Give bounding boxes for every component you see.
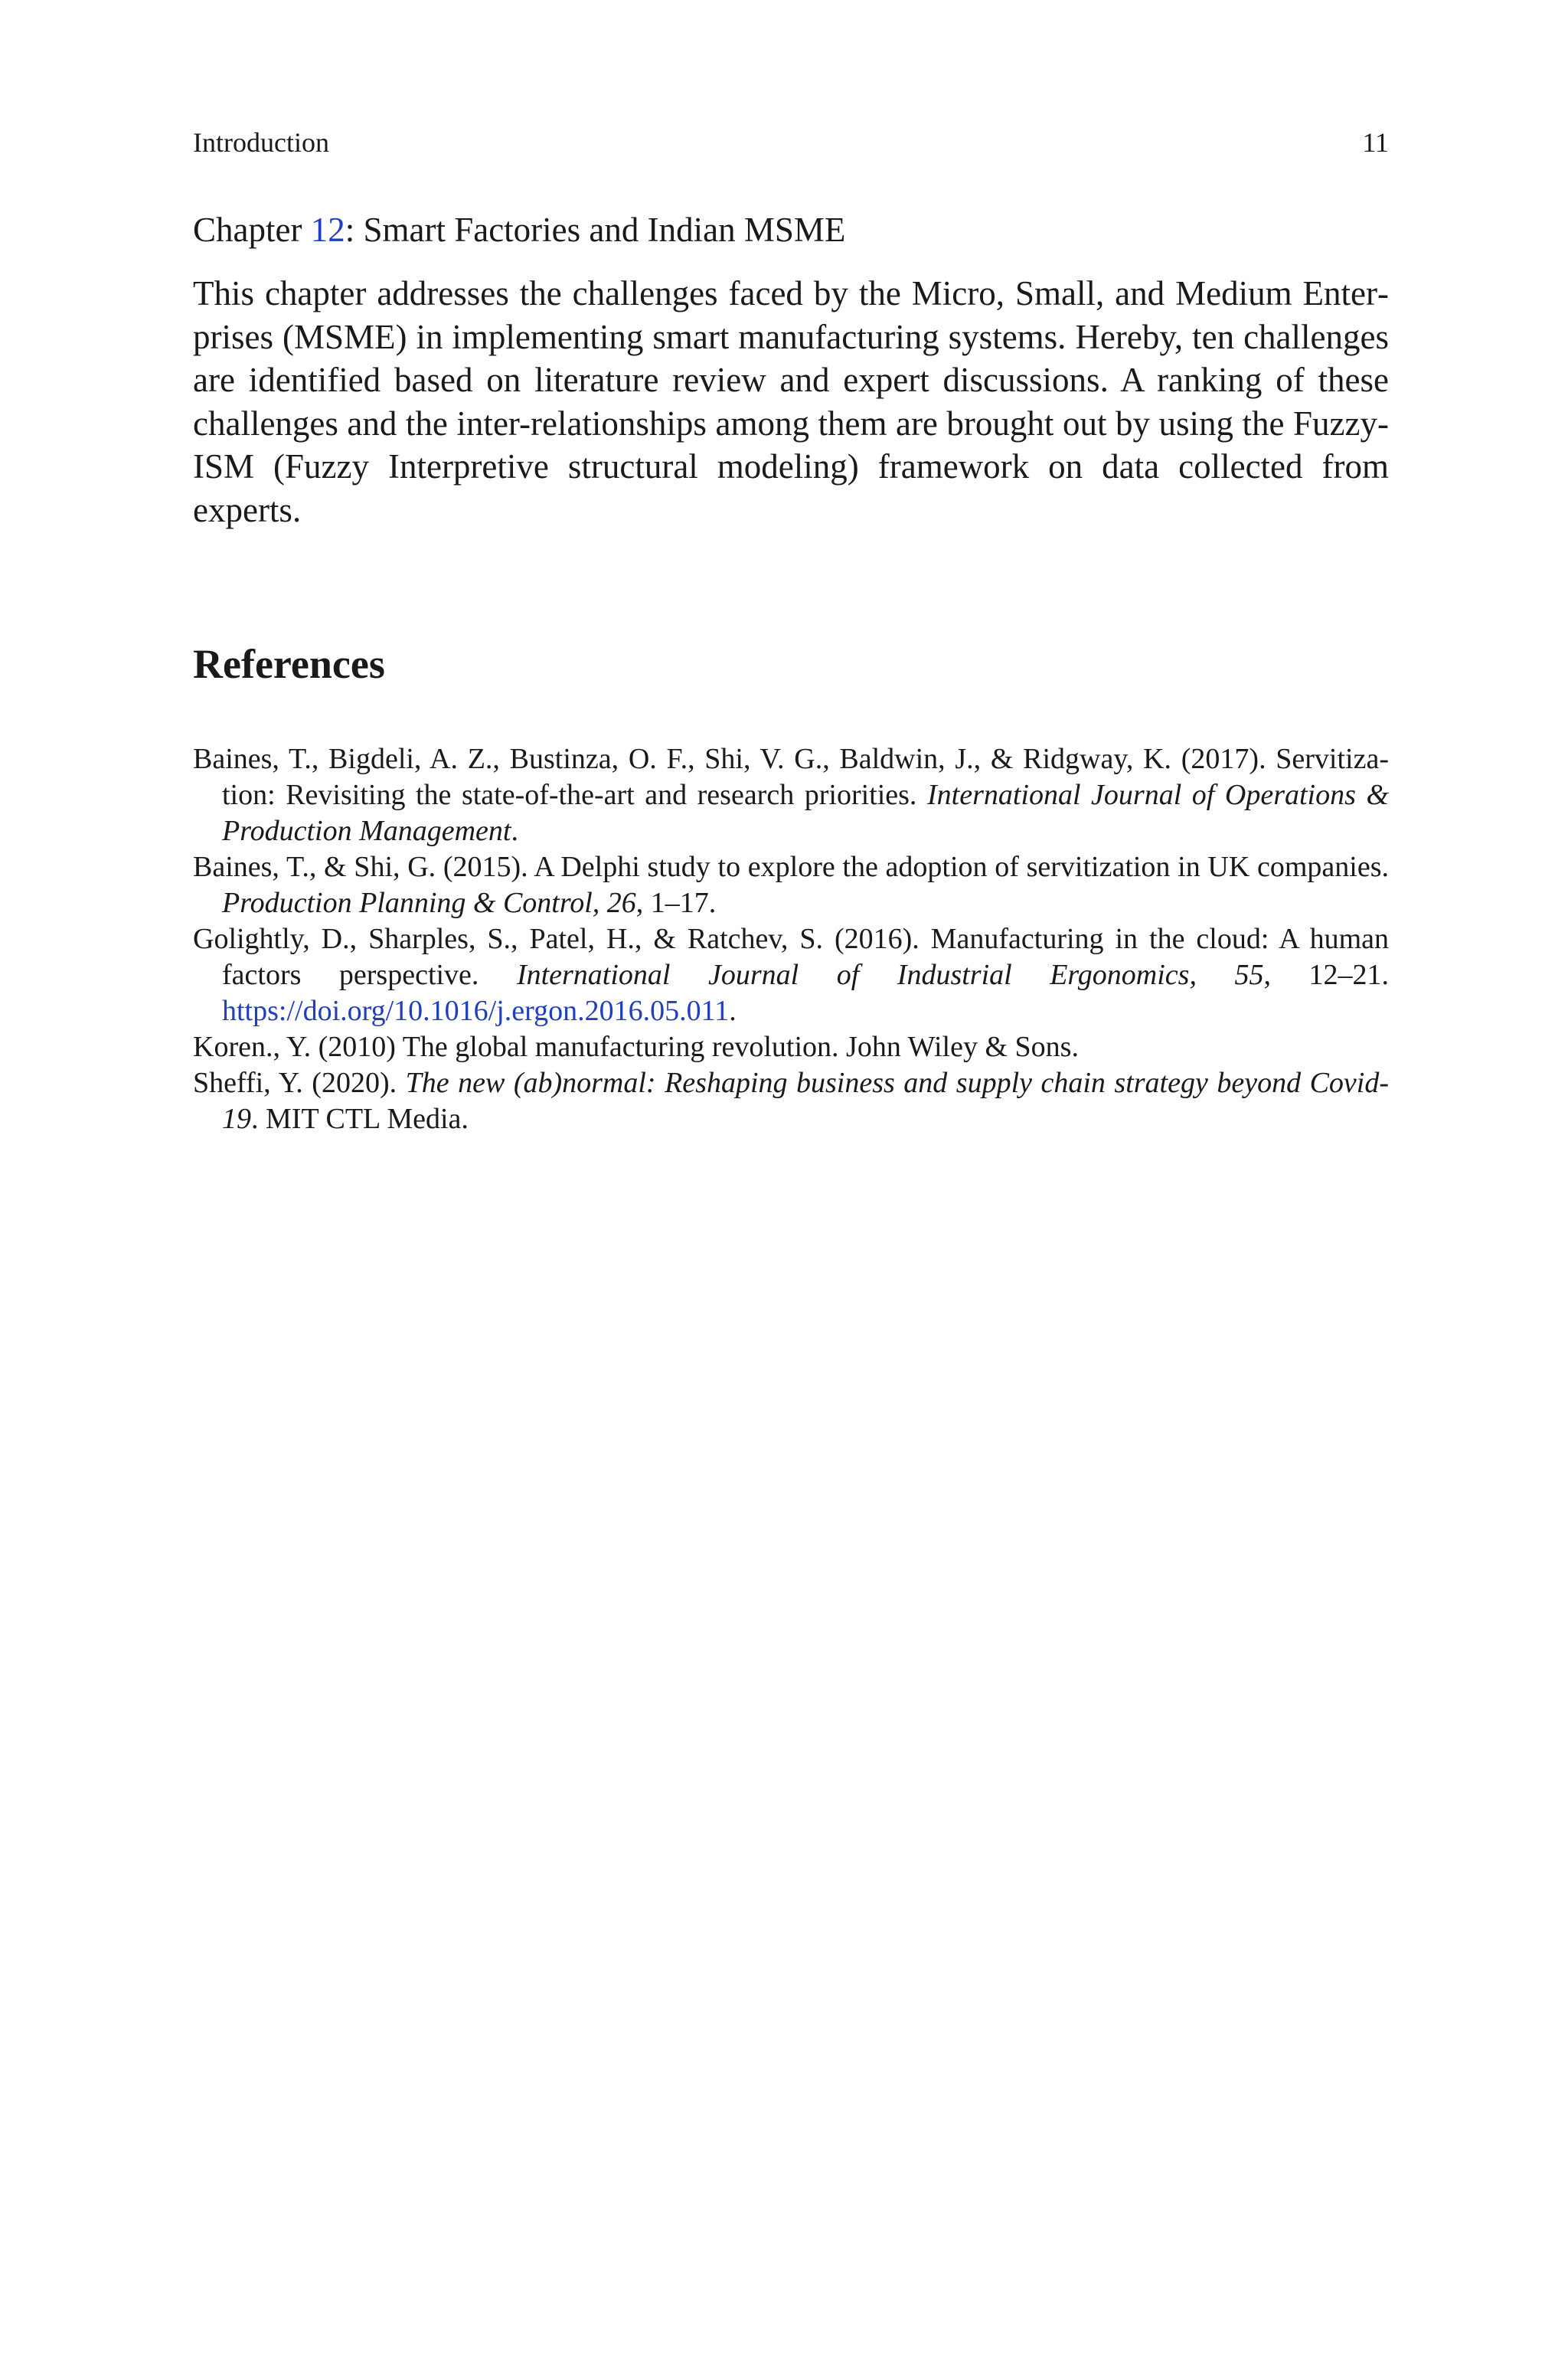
reference-after-link: . xyxy=(729,995,737,1027)
running-head-section: Introduction xyxy=(193,127,329,158)
reference-tail: , 1–17. xyxy=(635,887,717,919)
chapter-number-link[interactable]: 12 xyxy=(310,211,345,249)
reference-source: The new (ab)normal: Reshaping business and supply chain strategy beyond Covid-19 xyxy=(222,1067,1390,1135)
reference-doi-link[interactable]: https://doi.org/10.1016/j.ergon.2016.05.011 xyxy=(222,995,730,1027)
chapter-summary-paragraph: This chapter addresses the challenges faced by the Micro, Small, and Medium Enterprises (MSME) in implementing smart manufacturing systems. Hereby, ten challenges are identified based on literature review and expert discussions. A ranking of these challenges and the inter-relationships among them are brought out by using the Fuzzy-ISM (Fuzzy Interpretive structural modeling) framework on data collected from experts. xyxy=(193,274,1389,529)
reference-item xyxy=(193,1029,1389,1065)
reference-authors: Koren., Y. (2010) The global manufacturing revolution. John Wiley & Sons. xyxy=(193,1031,1079,1063)
reference-authors: Sheffi, Y. (2020). xyxy=(193,1067,406,1099)
reference-source: Production Planning & Control, 26 xyxy=(222,887,636,919)
reference-item xyxy=(193,741,1389,849)
reference-authors: Golightly, D., Sharples, S., Patel, H., & Ratchev, S. (2016). Manufacturing in the cloud: A human factors perspective. xyxy=(193,923,1389,991)
reference-item xyxy=(193,921,1389,1029)
chapter-heading xyxy=(193,207,845,253)
reference-tail: . xyxy=(511,815,518,847)
reference-item xyxy=(193,1065,1389,1137)
references-heading: References xyxy=(193,641,385,687)
reference-source: International Journal of Operations & Production Management xyxy=(222,779,1390,847)
page-number: 11 xyxy=(1362,127,1389,158)
reference-tail: , 12–21. xyxy=(1263,959,1389,991)
reference-item xyxy=(193,849,1389,921)
reference-source: International Journal of Industrial Ergonomics, 55 xyxy=(516,959,1264,991)
reference-tail: . MIT CTL Media. xyxy=(251,1103,469,1135)
reference-authors: Baines, T., & Shi, G. (2015). A Delphi study to explore the adoption of servitization in UK companies. xyxy=(193,851,1389,883)
chapter-title: : Smart Factories and Indian MSME xyxy=(345,211,846,249)
chapter-prefix: Chapter xyxy=(193,211,311,249)
reference-authors: Baines, T., Bigdeli, A. Z., Bustinza, O. F., Shi, V. G., Baldwin, J., & Ridgway, K. (2017). Servitization: Revisiting the state-of-the-art and research priorities. xyxy=(193,743,1389,811)
reference-list xyxy=(193,741,1389,1137)
